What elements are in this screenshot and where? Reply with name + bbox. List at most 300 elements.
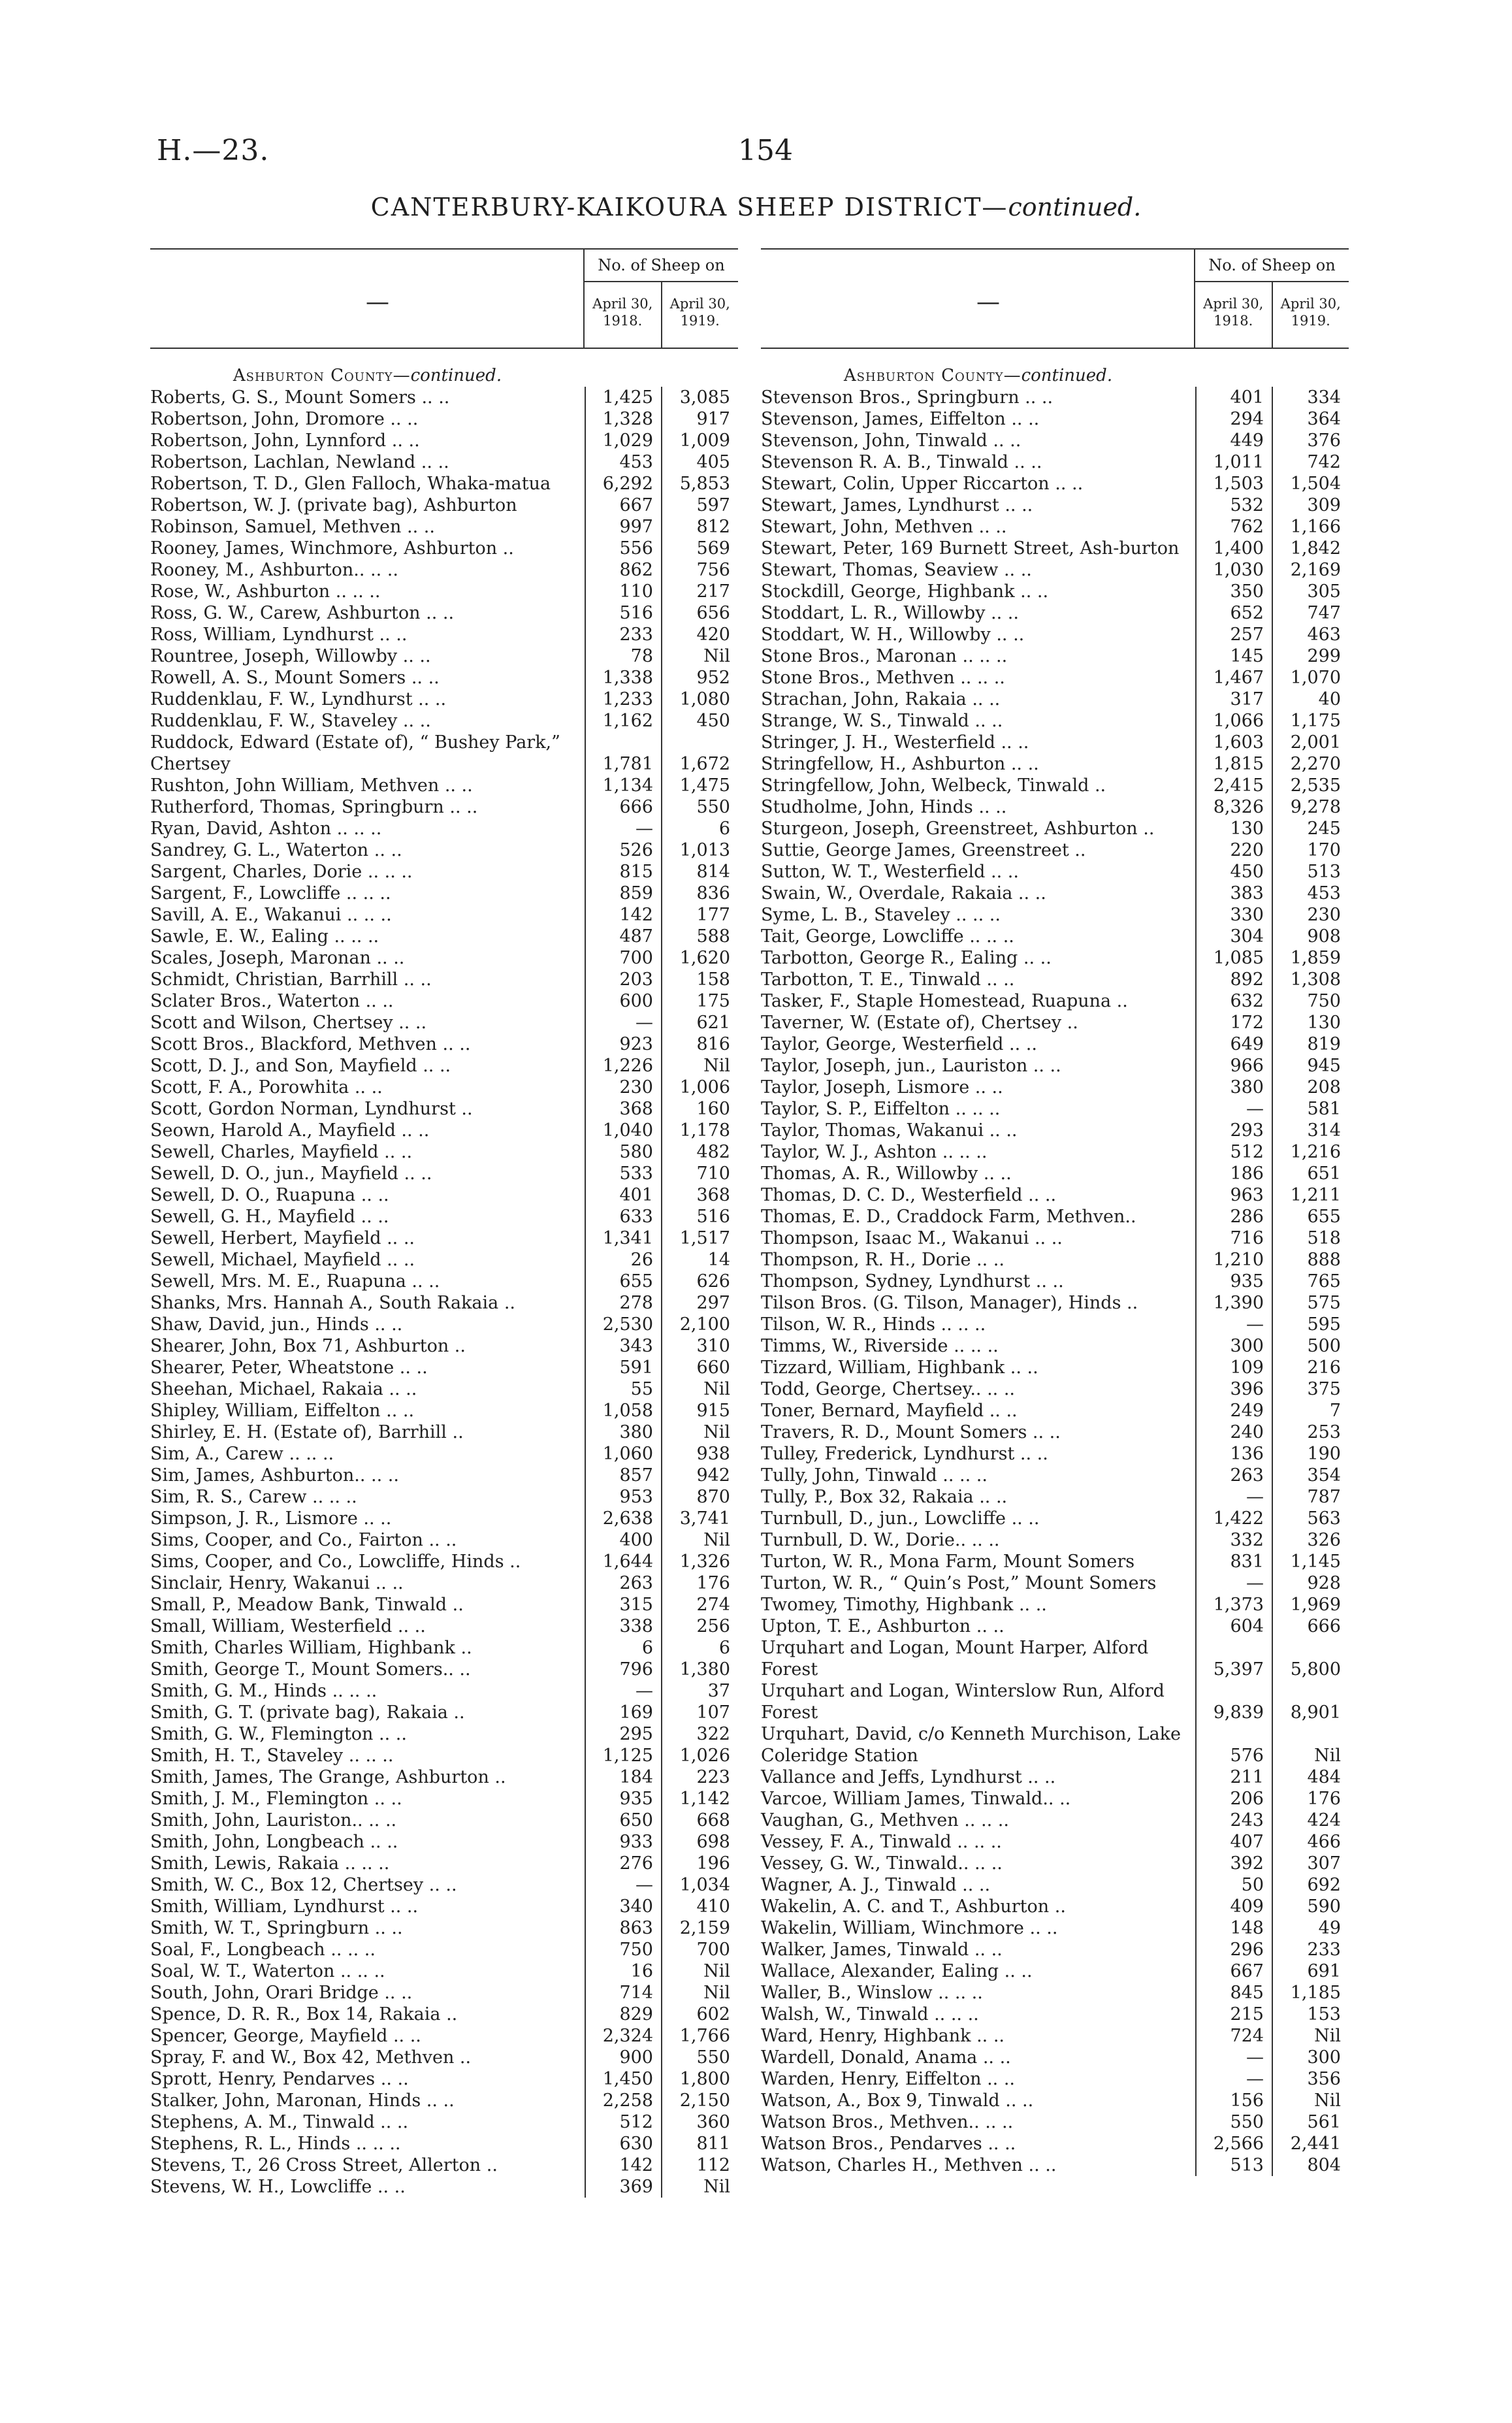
table-row xyxy=(761,624,1349,645)
sheep-1919-cell: Nil xyxy=(1314,2026,1341,2046)
sheep-1919-cell: 14 xyxy=(707,1250,730,1270)
sheep-1918-cell: 142 xyxy=(619,905,653,925)
owner-name-cell: Taylor, W. J., Ashton .. .. .. xyxy=(761,1142,988,1162)
sheep-1919-cell: Nil xyxy=(703,1530,730,1550)
table-row xyxy=(761,1184,1349,1206)
table-row xyxy=(761,1335,1349,1357)
sheep-1919-cell: 309 xyxy=(1307,495,1341,515)
owner-name-cell: Thomas, E. D., Craddock Farm, Methven.. xyxy=(761,1207,1136,1227)
owner-name-cell: Smith, H. T., Staveley .. .. .. xyxy=(150,1746,394,1766)
sheep-1919-cell: 453 xyxy=(1307,883,1341,903)
sheep-1918-cell: 304 xyxy=(1230,926,1264,947)
sheep-1919-cell: 804 xyxy=(1307,2155,1341,2175)
sheep-1919-cell: 747 xyxy=(1307,603,1341,623)
owner-name-cell: Suttie, George James, Greenstreet .. xyxy=(761,840,1086,860)
table-row xyxy=(761,1551,1349,1572)
sheep-1918-cell: 2,415 xyxy=(1213,775,1264,796)
sheep-1918-cell: 136 xyxy=(1230,1444,1264,1464)
owner-name-cell: Scott and Wilson, Chertsey .. .. xyxy=(150,1013,427,1033)
owner-name-cell: Stoddart, W. H., Willowby .. .. xyxy=(761,625,1025,645)
sheep-1918-cell: 1,210 xyxy=(1213,1250,1264,1270)
sheep-1919-cell: 952 xyxy=(696,668,730,688)
table-row xyxy=(761,1917,1349,1939)
sheep-1918-cell: 859 xyxy=(619,883,653,903)
sheep-1919-cell: 945 xyxy=(1307,1056,1341,1076)
sheep-1918-cell: 1,085 xyxy=(1213,948,1264,968)
sheep-1918-cell: 78 xyxy=(630,646,653,666)
sheep-1918-cell: 109 xyxy=(1230,1358,1264,1378)
sheep-1919-cell: 812 xyxy=(696,517,730,537)
sheep-1918-cell: 8,326 xyxy=(1213,797,1264,817)
table-row xyxy=(150,947,738,969)
table-row xyxy=(150,1896,738,1917)
owner-name-cell: Shaw, David, jun., Hinds .. .. xyxy=(150,1314,403,1335)
table-row xyxy=(761,1378,1349,1400)
sheep-1918-cell: 450 xyxy=(1230,862,1264,882)
table-row xyxy=(761,1810,1349,1831)
table-row xyxy=(150,904,738,926)
sheep-1918-cell: 796 xyxy=(619,1659,653,1680)
owner-name-cell: Sewell, D. O., Ruapuna .. .. xyxy=(150,1185,389,1205)
owner-name-cell: Ward, Henry, Highbank .. .. xyxy=(761,2026,1005,2046)
owner-name-cell: Rose, W., Ashburton .. .. .. xyxy=(150,581,381,602)
sheep-1919-cell: 7 xyxy=(1329,1401,1341,1421)
table-row xyxy=(761,408,1349,430)
sheep-1918-cell: 716 xyxy=(1230,1228,1264,1248)
sheep-1918-cell: 9,839 xyxy=(1213,1702,1264,1723)
table-row xyxy=(150,538,738,559)
sheep-1919-cell: 253 xyxy=(1307,1422,1341,1442)
sheep-1918-cell: 240 xyxy=(1230,1422,1264,1442)
sheep-1919-cell: 305 xyxy=(1307,581,1341,602)
owner-name-cell: Tasker, F., Staple Homestead, Ruapuna .. xyxy=(761,991,1128,1011)
table-row xyxy=(150,710,738,732)
sheep-1919-cell: 177 xyxy=(696,905,730,925)
sheep-1918-cell: 933 xyxy=(619,1832,653,1852)
sheep-1919-cell: 230 xyxy=(1307,905,1341,925)
table-row xyxy=(150,1271,738,1292)
owner-name-cell: Swain, W., Overdale, Rakaia .. .. xyxy=(761,883,1046,903)
owner-name-cell: Travers, R. D., Mount Somers .. .. xyxy=(761,1422,1061,1442)
table-row xyxy=(761,1788,1349,1810)
sheep-1919-cell: 334 xyxy=(1307,387,1341,408)
table-row xyxy=(761,753,1349,775)
owner-name-cell: Seown, Harold A., Mayfield .. .. xyxy=(150,1120,430,1141)
table-row xyxy=(150,1572,738,1594)
sheep-1919-cell: Nil xyxy=(703,1983,730,2003)
table-row xyxy=(761,839,1349,861)
sheep-1918-cell: 1,467 xyxy=(1213,668,1264,688)
sheep-1918-cell: 2,324 xyxy=(602,2026,653,2046)
table-row xyxy=(761,1896,1349,1917)
sheep-1918-cell: 1,390 xyxy=(1213,1293,1264,1313)
year-1918-header: April 30, 1918. xyxy=(592,296,653,329)
owner-name-cell: Smith, Charles William, Highbank .. xyxy=(150,1638,472,1658)
table-row xyxy=(761,602,1349,624)
sheep-1918-cell: 263 xyxy=(1230,1465,1264,1486)
sheep-1919-cell: Nil xyxy=(703,2177,730,2197)
sheep-1918-cell: 516 xyxy=(619,603,653,623)
owner-name-cell: Tilson Bros. (G. Tilson, Manager), Hinds .. xyxy=(761,1293,1138,1313)
sheep-1919-cell: 256 xyxy=(696,1616,730,1636)
table-row xyxy=(150,2176,738,2198)
owner-name-cell: Spencer, George, Mayfield .. .. xyxy=(150,2026,421,2046)
left-table xyxy=(150,387,738,2198)
sheep-1918-cell: 900 xyxy=(619,2047,653,2068)
sheep-1919-cell: 5,800 xyxy=(1290,1659,1341,1680)
sheep-1918-cell: 845 xyxy=(1230,1983,1264,2003)
sheep-1919-cell: 463 xyxy=(1307,625,1341,645)
sheep-1919-cell: 49 xyxy=(1318,1918,1341,1938)
sheep-1918-cell: 2,258 xyxy=(602,2090,653,2111)
sheep-1918-cell: 1,644 xyxy=(602,1552,653,1572)
page-title xyxy=(0,193,1512,221)
sheep-1919-cell: 1,166 xyxy=(1290,517,1341,537)
sheep-1919-cell: 550 xyxy=(696,797,730,817)
owner-name-cell: Robertson, T. D., Glen Falloch, Whaka-matua xyxy=(150,474,551,494)
owner-name-cell: Vessey, F. A., Tinwald .. .. .. xyxy=(761,1832,1002,1852)
sheep-1918-cell: 369 xyxy=(619,2177,653,2197)
owner-name-cell: Vaughan, G., Methven .. .. .. xyxy=(761,1810,1009,1830)
sheep-1919-cell: 1,672 xyxy=(679,754,730,774)
table-row xyxy=(761,1853,1349,1874)
sheep-1918-cell: 295 xyxy=(619,1724,653,1744)
table-row xyxy=(150,926,738,947)
sheep-1918-cell: 16 xyxy=(630,1961,653,1981)
sheep-1919-cell: 299 xyxy=(1307,646,1341,666)
sheep-1919-cell: 6 xyxy=(718,819,730,839)
owner-name-cell: Scott, D. J., and Son, Mayfield .. .. xyxy=(150,1056,451,1076)
sheep-1919-cell: 217 xyxy=(696,581,730,602)
owner-name-cell: Sheehan, Michael, Rakaia .. .. xyxy=(150,1379,417,1399)
table-row xyxy=(150,1874,738,1896)
owner-name-cell: Thomas, A. R., Willowby .. .. xyxy=(761,1163,1012,1184)
sheep-1918-cell: 50 xyxy=(1241,1875,1264,1895)
owner-name-cell: Smith, W. C., Box 12, Chertsey .. .. xyxy=(150,1875,457,1895)
owner-name-cell: Sandrey, G. L., Waterton .. .. xyxy=(150,840,402,860)
owner-name-cell: Urquhart and Logan, Mount Harper, Alford Forest xyxy=(761,1638,1149,1680)
owner-name-cell: Sargent, Charles, Dorie .. .. .. xyxy=(150,862,413,882)
sheep-1918-cell: 1,328 xyxy=(602,409,653,429)
sheep-1919-cell: 354 xyxy=(1307,1465,1341,1486)
sheep-1919-cell: 1,211 xyxy=(1290,1185,1341,1205)
sheep-1919-cell: 326 xyxy=(1307,1530,1341,1550)
sheep-1918-cell: 650 xyxy=(619,1810,653,1830)
table-row xyxy=(150,1141,738,1163)
sheep-1918-cell: 512 xyxy=(619,2112,653,2132)
owner-name-cell: Soal, W. T., Waterton .. .. .. xyxy=(150,1961,385,1981)
owner-name-cell: Sewell, Mrs. M. E., Ruapuna .. .. xyxy=(150,1271,440,1292)
sheep-1918-cell: 1,781 xyxy=(602,754,653,774)
sheep-1918-cell: 966 xyxy=(1230,1056,1264,1076)
table-row xyxy=(761,947,1349,969)
table-row xyxy=(150,775,738,796)
sheep-1919-cell: 1,766 xyxy=(679,2026,730,2046)
table-row xyxy=(761,1400,1349,1422)
table-row xyxy=(761,451,1349,473)
sheep-1919-cell: 1,326 xyxy=(679,1552,730,1572)
sheep-1919-cell: 590 xyxy=(1307,1896,1341,1917)
table-row xyxy=(150,1982,738,2004)
owner-name-cell: Wardell, Donald, Anama .. .. xyxy=(761,2047,1011,2068)
owner-name-cell: Stockdill, George, Highbank .. .. xyxy=(761,581,1049,602)
sheep-1918-cell: 1,341 xyxy=(602,1228,653,1248)
sheep-count-header xyxy=(583,250,738,348)
owner-name-cell: Roberts, G. S., Mount Somers .. .. xyxy=(150,387,450,408)
table-row xyxy=(150,1723,738,1745)
owner-name-cell: Stevens, W. H., Lowcliffe .. .. xyxy=(150,2177,406,2197)
owner-name-cell: Watson, Charles H., Methven .. .. xyxy=(761,2155,1057,2175)
owner-name-cell: Wagner, A. J., Tinwald .. .. xyxy=(761,1875,991,1895)
owner-name-cell: Shanks, Mrs. Hannah A., South Rakaia .. xyxy=(150,1293,516,1313)
sheep-1919-cell: 233 xyxy=(1307,1940,1341,1960)
table-row xyxy=(150,1853,738,1874)
sheep-1918-cell: 400 xyxy=(619,1530,653,1550)
sheep-count-caption: No. of Sheep on xyxy=(585,250,738,282)
owner-name-cell: Wakelin, A. C. and T., Ashburton .. xyxy=(761,1896,1066,1917)
sheep-1918-cell: 997 xyxy=(619,517,653,537)
sheep-1919-cell: 698 xyxy=(696,1832,730,1852)
table-row xyxy=(150,1831,738,1853)
owner-name-cell: Ryan, David, Ashton .. .. .. xyxy=(150,819,382,839)
owner-name-cell: Stewart, James, Lyndhurst .. .. xyxy=(761,495,1033,515)
sheep-1919-cell: 814 xyxy=(696,862,730,882)
sheep-1919-cell: 307 xyxy=(1307,1853,1341,1874)
table-row xyxy=(150,1810,738,1831)
table-row xyxy=(761,1723,1349,1766)
sheep-1918-cell: 407 xyxy=(1230,1832,1264,1852)
owner-name-cell: Sawle, E. W., Ealing .. .. .. xyxy=(150,926,379,947)
table-row xyxy=(150,1917,738,1939)
table-row xyxy=(150,1508,738,1529)
owner-name-cell: Watson Bros., Methven.. .. .. xyxy=(761,2112,1014,2132)
table-row xyxy=(150,1766,738,1788)
owner-name-cell: Vessey, G. W., Tinwald.. .. .. xyxy=(761,1853,1003,1874)
table-row xyxy=(761,818,1349,839)
sheep-1919-cell: Nil xyxy=(1314,2090,1341,2111)
owner-name-cell: Tarbotton, George R., Ealing .. .. xyxy=(761,948,1052,968)
owner-name-cell: Walsh, W., Tinwald .. .. .. xyxy=(761,2004,979,2025)
sheep-1918-cell: 55 xyxy=(630,1379,653,1399)
owner-name-cell: Ruddenklau, F. W., Staveley .. .. xyxy=(150,711,431,731)
sheep-1918-cell: 380 xyxy=(619,1422,653,1442)
sheep-1919-cell: 500 xyxy=(1307,1336,1341,1356)
table-row xyxy=(761,516,1349,538)
sheep-1918-cell: 257 xyxy=(1230,625,1264,645)
owner-name-cell: Spence, D. R. R., Box 14, Rakaia .. xyxy=(150,2004,458,2025)
sheep-1919-cell: 1,034 xyxy=(679,1875,730,1895)
sheep-1919-cell: 1,178 xyxy=(679,1120,730,1141)
sheep-1918-cell: 1,233 xyxy=(602,689,653,709)
sheep-1919-cell: 816 xyxy=(696,1034,730,1054)
sheep-1919-cell: 819 xyxy=(1307,1034,1341,1054)
sheep-1918-cell: 487 xyxy=(619,926,653,947)
owner-name-cell: South, John, Orari Bridge .. .. xyxy=(150,1983,413,2003)
table-row xyxy=(150,1939,738,1960)
sheep-1919-cell: 2,159 xyxy=(679,1918,730,1938)
sheep-1918-cell: — xyxy=(1246,2069,1264,2089)
sheep-1919-cell: 6 xyxy=(718,1638,730,1658)
table-row xyxy=(150,2133,738,2155)
sheep-1918-cell: 1,338 xyxy=(602,668,653,688)
sheep-1918-cell: 762 xyxy=(1230,517,1264,537)
table-row xyxy=(761,559,1349,581)
sheep-1919-cell: 836 xyxy=(696,883,730,903)
sheep-1918-cell: 396 xyxy=(1230,1379,1264,1399)
owner-name-cell: Ruddock, Edward (Estate of), “ Bushey Park,” Chertsey xyxy=(150,732,560,774)
sheep-1919-cell: 300 xyxy=(1307,2047,1341,2068)
table-row xyxy=(761,1249,1349,1271)
owner-name-cell: Sargent, F., Lowcliffe .. .. .. xyxy=(150,883,391,903)
sheep-1918-cell: 6,292 xyxy=(602,474,653,494)
sheep-1919-cell: 691 xyxy=(1307,1961,1341,1981)
sheep-1918-cell: 401 xyxy=(619,1185,653,1205)
sheep-1919-cell: 692 xyxy=(1307,1875,1341,1895)
sheep-1919-cell: 915 xyxy=(696,1401,730,1421)
owner-name-cell: Rutherford, Thomas, Springburn .. .. xyxy=(150,797,478,817)
sheep-1919-cell: 2,535 xyxy=(1290,775,1341,796)
owner-name-cell: Thomas, D. C. D., Westerfield .. .. xyxy=(761,1185,1057,1205)
table-row xyxy=(761,1206,1349,1228)
sheep-1918-cell: 249 xyxy=(1230,1401,1264,1421)
table-row xyxy=(761,2133,1349,2155)
owner-name-cell: Stringer, J. H., Westerfield .. .. xyxy=(761,732,1029,753)
sheep-1919-cell: 356 xyxy=(1307,2069,1341,2089)
owner-name-cell: Turnbull, D., jun., Lowcliffe .. .. xyxy=(761,1508,1040,1529)
table-row xyxy=(761,1680,1349,1723)
table-row xyxy=(761,1443,1349,1465)
sheep-1918-cell: 1,030 xyxy=(1213,560,1264,580)
sheep-1918-cell: 1,422 xyxy=(1213,1508,1264,1529)
owner-name-cell: Taylor, George, Westerfield .. .. xyxy=(761,1034,1037,1054)
sheep-1919-cell: 1,185 xyxy=(1290,1983,1341,2003)
sheep-1918-cell: 148 xyxy=(1230,1918,1264,1938)
sheep-1919-cell: 3,741 xyxy=(679,1508,730,1529)
owner-name-cell: Rooney, M., Ashburton.. .. .. xyxy=(150,560,398,580)
table-row xyxy=(761,990,1349,1012)
sheep-1918-cell: 576 xyxy=(1230,1746,1264,1766)
owner-name-cell: Sim, R. S., Carew .. .. .. xyxy=(150,1487,357,1507)
table-row xyxy=(150,796,738,818)
sheep-1919-cell: 322 xyxy=(696,1724,730,1744)
table-row xyxy=(761,1766,1349,1788)
name-column-dash: — xyxy=(366,289,389,316)
sheep-1919-cell: 360 xyxy=(696,2112,730,2132)
table-row xyxy=(150,969,738,990)
sheep-1919-cell: 410 xyxy=(696,1896,730,1917)
table-row xyxy=(150,1659,738,1680)
table-row xyxy=(150,1184,738,1206)
sheep-1919-cell: 765 xyxy=(1307,1271,1341,1292)
sheep-1918-cell: — xyxy=(1246,2047,1264,2068)
year-1919-header: April 30, 1919. xyxy=(661,282,739,348)
sheep-1918-cell: 380 xyxy=(1230,1077,1264,1098)
table-row xyxy=(150,408,738,430)
table-row xyxy=(150,602,738,624)
owner-name-cell: Robertson, Lachlan, Newland .. .. xyxy=(150,452,449,472)
owner-name-cell: Tilson, W. R., Hinds .. .. .. xyxy=(761,1314,986,1335)
sheep-1919-cell: 314 xyxy=(1307,1120,1341,1141)
owner-name-cell: Smith, John, Longbeach .. .. xyxy=(150,1832,398,1852)
table-row xyxy=(150,2068,738,2090)
sheep-1919-cell: Nil xyxy=(703,646,730,666)
sheep-1919-cell: Nil xyxy=(703,1961,730,1981)
owner-name-cell: Wallace, Alexander, Ealing .. .. xyxy=(761,1961,1033,1981)
sheep-count-caption: No. of Sheep on xyxy=(1195,250,1349,282)
owner-name-cell: Shearer, John, Box 71, Ashburton .. xyxy=(150,1336,466,1356)
sheep-1918-cell: 110 xyxy=(619,581,653,602)
sheep-1918-cell: 1,400 xyxy=(1213,538,1264,559)
sheep-1918-cell: 294 xyxy=(1230,409,1264,429)
owner-name-cell: Smith, James, The Grange, Ashburton .. xyxy=(150,1767,506,1787)
table-row xyxy=(761,2090,1349,2111)
sheep-1918-cell: 186 xyxy=(1230,1163,1264,1184)
sheep-1918-cell: 580 xyxy=(619,1142,653,1162)
table-row xyxy=(761,2155,1349,2176)
sheep-1919-cell: 176 xyxy=(696,1573,730,1593)
table-row xyxy=(761,2025,1349,2047)
table-row xyxy=(761,1033,1349,1055)
sheep-1919-cell: 1,070 xyxy=(1290,668,1341,688)
sheep-1919-cell: 651 xyxy=(1307,1163,1341,1184)
table-row xyxy=(150,387,738,408)
sheep-1918-cell: 604 xyxy=(1230,1616,1264,1636)
sheep-1918-cell: 2,566 xyxy=(1213,2134,1264,2154)
sheep-1918-cell: 750 xyxy=(619,1940,653,1960)
owner-name-cell: Stevenson, John, Tinwald .. .. xyxy=(761,431,1021,451)
sheep-1918-cell: 296 xyxy=(1230,1940,1264,1960)
table-row xyxy=(761,2068,1349,2090)
owner-name-cell: Studholme, John, Hinds .. .. xyxy=(761,797,1007,817)
sheep-1918-cell: 145 xyxy=(1230,646,1264,666)
sheep-1919-cell: 37 xyxy=(707,1681,730,1701)
sheep-1919-cell: 660 xyxy=(696,1358,730,1378)
sheep-1918-cell: 243 xyxy=(1230,1810,1264,1830)
table-row xyxy=(761,1831,1349,1853)
sheep-1918-cell: — xyxy=(1246,1314,1264,1335)
owner-name-cell: Rowell, A. S., Mount Somers .. .. xyxy=(150,668,440,688)
table-row xyxy=(150,990,738,1012)
table-row xyxy=(761,1616,1349,1637)
title-main: CANTERBURY-KAIKOURA SHEEP DISTRICT— xyxy=(370,193,1008,221)
sheep-1919-cell: 1,080 xyxy=(679,689,730,709)
sheep-1919-cell: 1,620 xyxy=(679,948,730,968)
table-row xyxy=(761,1874,1349,1896)
owner-name-cell: Stalker, John, Maronan, Hinds .. .. xyxy=(150,2090,455,2111)
sheep-1918-cell: 293 xyxy=(1230,1120,1264,1141)
owner-name-cell: Todd, George, Chertsey.. .. .. xyxy=(761,1379,1015,1399)
table-row xyxy=(761,1012,1349,1033)
sheep-1918-cell: 1,450 xyxy=(602,2069,653,2089)
sheep-1919-cell: 569 xyxy=(696,538,730,559)
sheep-1918-cell: 315 xyxy=(619,1595,653,1615)
sheep-1918-cell: 449 xyxy=(1230,431,1264,451)
table-row xyxy=(150,1033,738,1055)
table-row xyxy=(761,1055,1349,1077)
sheep-1918-cell: 1,815 xyxy=(1213,754,1264,774)
sheep-1919-cell: 518 xyxy=(1307,1228,1341,1248)
table-row xyxy=(150,2090,738,2111)
sheep-1919-cell: 870 xyxy=(696,1487,730,1507)
sheep-1919-cell: 756 xyxy=(696,560,730,580)
sheep-1919-cell: 376 xyxy=(1307,431,1341,451)
owner-name-cell: Sims, Cooper, and Co., Lowcliffe, Hinds .. xyxy=(150,1552,521,1572)
owner-name-cell: Smith, John, Lauriston.. .. .. xyxy=(150,1810,397,1830)
owner-name-cell: Thompson, Sydney, Lyndhurst .. .. xyxy=(761,1271,1064,1292)
owner-name-cell: Sewell, Michael, Mayfield .. .. xyxy=(150,1250,415,1270)
sheep-1918-cell: 1,134 xyxy=(602,775,653,796)
sheep-1919-cell: 175 xyxy=(696,991,730,1011)
